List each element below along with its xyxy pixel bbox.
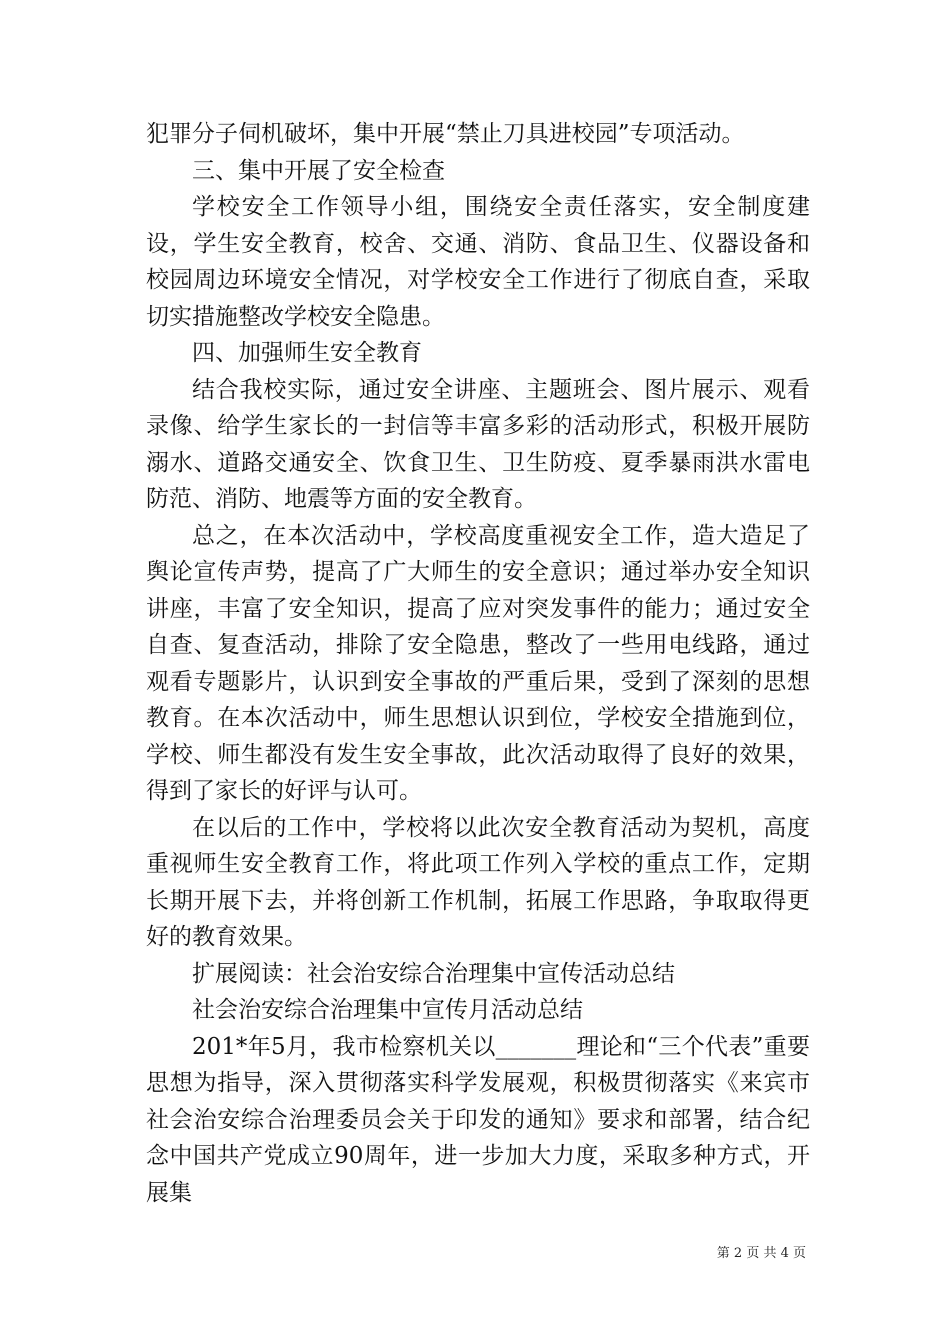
- extended-reading-heading: 扩展阅读：社会治安综合治理集中宣传活动总结: [192, 960, 675, 987]
- document-body: [146, 116, 810, 1211]
- paragraph-continuation: 犯罪分子伺机破坏，集中开展“禁止刀具进校园”专项活动。: [146, 121, 745, 147]
- paragraph-future-work: 在以后的工作中，学校将以此次安全教育活动为契机，高度重视师生安全教育工作，将此项工作列入学校的重点工作，定期长期开展下去，并将创新工作机制，拓展工作思路，争取取得更好的教育效果。: [146, 814, 810, 950]
- paragraph-article-intro: 201*年5月，我市检察机关以_______理论和“三个代表”重要思想为指导，深入贯彻落实科学发展观，积极贯彻落实《来宾市社会治安综合治理委员会关于印发的通知》要求和部署，结合纪念中国共产党成立90周年，进一步加大力度，采取多种方式，开展集: [146, 1033, 810, 1206]
- paragraph-summary: 总之，在本次活动中，学校高度重视安全工作，造大造足了舆论宣传声势，提高了广大师生的安全意识；通过举办安全知识讲座，丰富了安全知识，提高了应对突发事件的能力；通过安全自查、复查活动，排除了安全隐患，整改了一些用电线路，通过观看专题影片，认识到安全事故的严重后果，受到了深刻的思想教育。在本次活动中，师生思想认识到位，学校安全措施到位，学校、师生都没有发生安全事故，此次活动取得了良好的效果，得到了家长的好评与认可。: [146, 522, 810, 804]
- paragraph-safety-education: 结合我校实际，通过安全讲座、主题班会、图片展示、观看录像、给学生家长的一封信等丰富多彩的活动形式，积极开展防溺水、道路交通安全、饮食卫生、卫生防疫、夏季暴雨洪水雷电防范、消防、地震等方面的安全教育。: [146, 376, 810, 512]
- section-heading-safety-education: 四、加强师生安全教育: [192, 340, 422, 366]
- page-number-footer: 第 2 页 共 4 页: [716, 1246, 806, 1261]
- article-title: 社会治安综合治理集中宣传月活动总结: [192, 997, 583, 1023]
- paragraph-safety-inspection: 学校安全工作领导小组，围绕安全责任落实，安全制度建设，学生安全教育，校舍、交通、消防、食品卫生、仪器设备和校园周边环境安全情况，对学校安全工作进行了彻底自查，采取切实措施整改学校安全隐患。: [146, 194, 810, 330]
- section-heading-safety-inspection: 三、集中开展了安全检查: [192, 157, 445, 184]
